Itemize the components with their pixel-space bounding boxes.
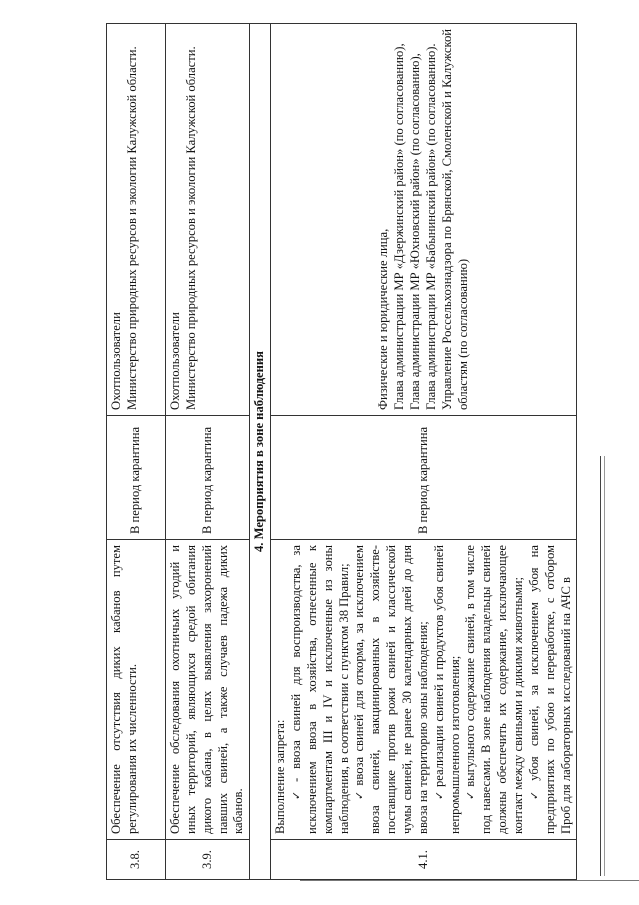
scan-edge-line — [604, 456, 605, 876]
responsible-line: Глава администрации МР «Бабынинский район» (по согласованию). — [423, 43, 438, 410]
row-number: 3.9. — [166, 840, 250, 880]
section-title: 4. Мероприятия в зоне наблюдения — [250, 24, 271, 880]
list-item: ✓- ввоза свиней для воспроизводства, за исключением ввоза в хозяйства, отнесенные к компартментам III и IV и исключенные из зоны наблюдения, в соответствии с пунктом 38 Правил; — [289, 544, 351, 834]
action-cell: Обеспечение обследования охотничьих угодий и иных территорий, являющихся средой обитания дикого кабана, в целях выявления захоронений павших свиней, а также случаев падежа диких кабанов. — [166, 540, 250, 840]
checkmark-icon: ✓ — [527, 783, 541, 800]
list-item: ✓ввоза свиней для откорма, за исключением ввоза свиней, вакцинированных в хозяйстве-поставщике против рожи свиней и классической чумы свиней, не ранее 30 календарных дней до дня ввоза на территорию зоны наблюдения; — [352, 545, 430, 834]
responsible-line: Министерство природных ресурсов и экологии Калужской области. — [183, 46, 198, 410]
checkmark-icon: ✓ — [432, 790, 446, 800]
list-item: ✓реализации свиней и продуктов убоя свиней непромышленного изготовления; — [431, 545, 462, 834]
scan-edge-line — [300, 880, 639, 881]
checkmark-icon: ✓ — [353, 788, 367, 800]
responsible-line: Охотпользователи — [109, 312, 123, 410]
responsible-line: Министерство природных ресурсов и экологии Калужской области. — [124, 46, 139, 410]
checkmark-icon: ✓ — [464, 789, 478, 800]
list-item: ✓выгульного содержание свиней, в том числе под навесами. В зоне наблюдения владельцы свиней должны обеспечить их содержание, исключающее контакт между свиньями и дикими животными; — [463, 545, 526, 834]
term-cell: В период карантина — [166, 416, 250, 540]
rotated-table-container — [106, 20, 596, 880]
intro-text: Выполнение запрета: — [273, 719, 288, 834]
responsible-line: Глава администрации МР «Юхновский район» (по согласованию), — [407, 53, 422, 410]
scan-edge-line — [600, 456, 601, 876]
action-cell: Обеспечение отсутствия диких кабанов путем регулирования их численности. — [107, 540, 166, 840]
list-item: ✓убоя свиней, за исключением убоя на предприятиях по убою и переработке, с отбором Проб для лабораторных исследований на АЧС в — [526, 544, 573, 834]
action-cell — [271, 540, 577, 840]
measures-table — [106, 23, 577, 880]
row-number: 3.8. — [107, 840, 166, 880]
term-cell: В период карантина — [107, 416, 166, 540]
responsible-cell — [271, 24, 577, 416]
responsible-line: Глава администрации МР «Дзержинский район» (по согласованию), — [392, 43, 407, 410]
row-number: 4.1. — [271, 840, 577, 880]
responsible-line: Управление Россельхознадзора по Брянской, Смоленской и Калужской областям (по согласованию) — [439, 29, 470, 410]
table-row — [166, 24, 250, 880]
term-cell: В период карантина — [271, 416, 577, 540]
responsible-cell — [166, 24, 250, 416]
responsible-line: Физические и юридические лица, — [376, 228, 391, 410]
responsible-cell — [107, 24, 166, 416]
section-heading-row — [250, 24, 271, 880]
checkmark-icon: ✓ — [290, 784, 304, 800]
table-row — [271, 24, 577, 880]
responsible-line: Охотпользователи — [168, 312, 182, 410]
table-row — [107, 24, 166, 880]
